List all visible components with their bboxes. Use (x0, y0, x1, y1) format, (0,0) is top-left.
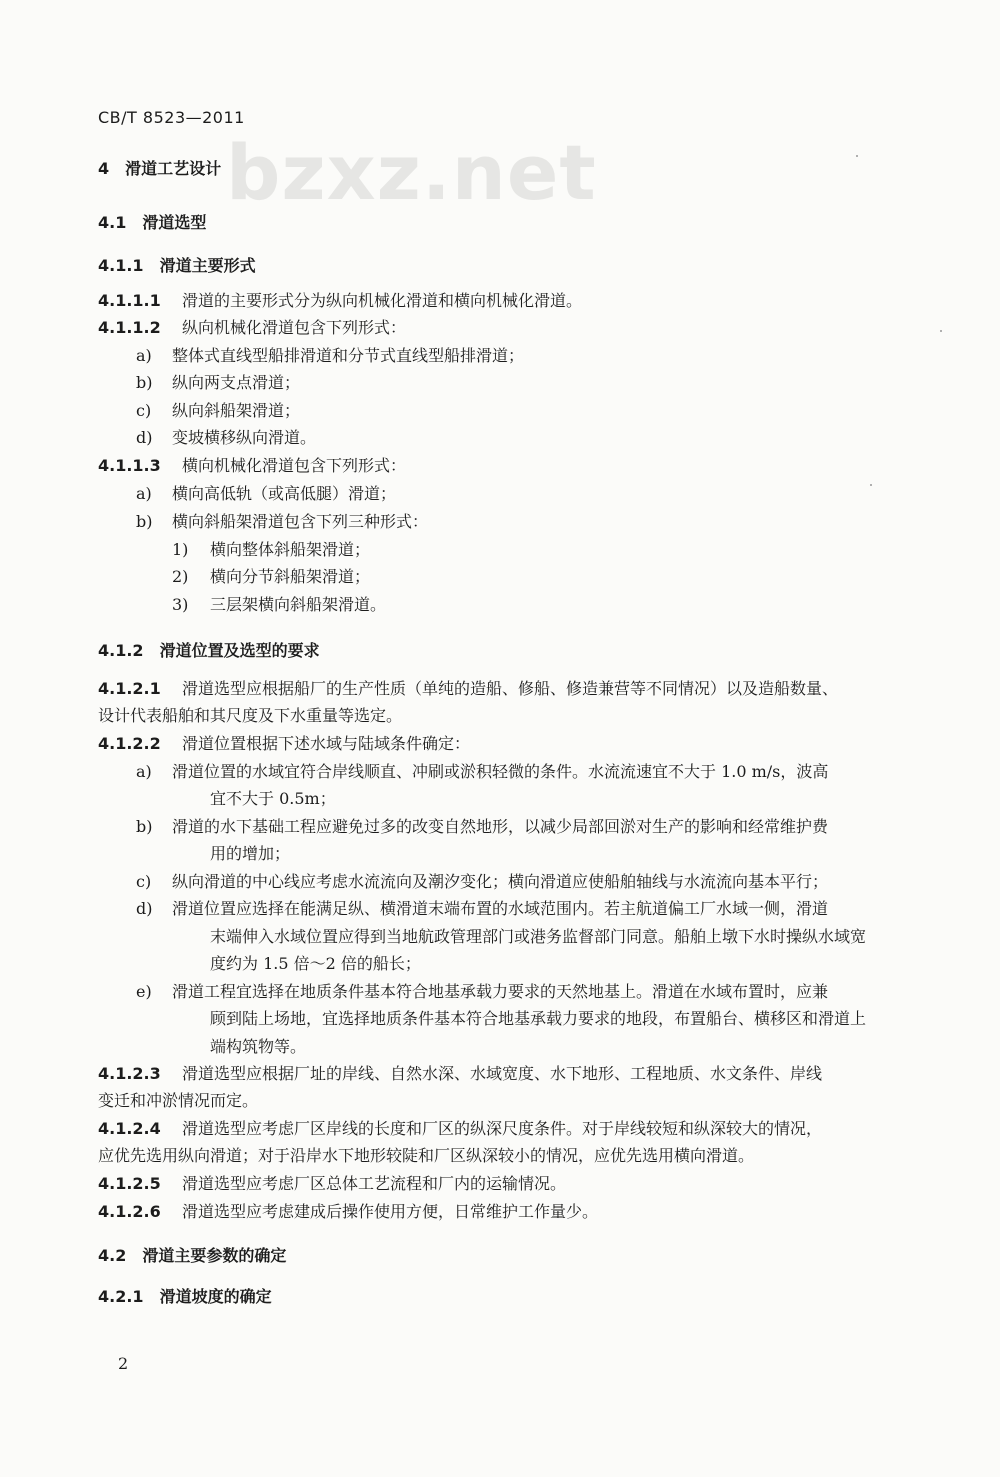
item-text: 横向斜船架滑道包含下列三种形式： (172, 512, 429, 531)
clause-4-1-2-1 (98, 678, 838, 700)
clause-number: 4.1.2.5 (98, 1174, 161, 1193)
page-number: 2 (118, 1354, 129, 1373)
clause-text: 纵向机械化滑道包含下列形式： (182, 318, 407, 337)
clause-text: 滑道位置根据下述水域与陆域条件确定： (182, 734, 471, 753)
item-marker: a) (136, 762, 152, 781)
item-continuation: 度约为 1.5 倍～2 倍的船长； (210, 954, 421, 973)
item-text: 滑道位置的水域宜符合岸线顺直、冲刷或淤积轻微的条件。水流流速宜不大于 1.0 m/s，波高 (172, 762, 829, 781)
clause-number: 4.1.2.6 (98, 1202, 161, 1221)
clause-text: 横向机械化滑道包含下列形式： (182, 456, 407, 475)
clause-continuation: 设计代表船舶和其尺度及下水重量等选定。 (98, 706, 403, 725)
item-marker: a) (136, 484, 152, 503)
clause-4-1-1-3 (98, 455, 406, 477)
list-item (136, 898, 828, 920)
list-item (136, 427, 316, 449)
heading-text: 滑道主要形式 (159, 256, 256, 275)
clause-number: 4.1.1.2 (98, 318, 161, 337)
heading-number: 4.2 (98, 1246, 127, 1265)
heading-text: 滑道坡度的确定 (159, 1287, 272, 1306)
heading-number: 4.1 (98, 213, 127, 232)
heading-text: 滑道位置及选型的要求 (159, 641, 320, 660)
watermark-logo: bzxz.net (226, 128, 597, 217)
item-continuation: 端构筑物等。 (210, 1037, 307, 1056)
item-marker: b) (136, 817, 153, 836)
item-text: 纵向两支点滑道； (172, 373, 301, 392)
item-marker: 2) (172, 567, 189, 586)
item-continuation: 末端伸入水域位置应得到当地航政管理部门或港务监督部门同意。船舶上墩下水时操纵水域宽 (210, 927, 867, 946)
item-marker: c) (136, 872, 152, 891)
scan-speck (856, 155, 858, 157)
clause-4-1-2-4 (98, 1118, 822, 1140)
heading-text: 滑道主要参数的确定 (142, 1246, 287, 1265)
item-marker: a) (136, 346, 152, 365)
heading-number: 4.1.1 (98, 256, 144, 275)
item-text: 纵向滑道的中心线应考虑水流流向及潮汐变化；横向滑道应使船舶轴线与水流流向基本平行； (172, 872, 829, 891)
clause-4-1-2-6 (98, 1201, 598, 1223)
list-item (136, 483, 396, 505)
item-text: 横向分节斜船架滑道； (210, 567, 371, 586)
item-text: 三层架横向斜船架滑道。 (210, 595, 387, 614)
item-text: 滑道位置应选择在能满足纵、横滑道末端布置的水域范围内。若主航道偏工厂水域一侧，滑道 (172, 899, 829, 918)
clause-text: 滑道选型应根据厂址的岸线、自然水深、水域宽度、水下地形、工程地质、水文条件、岸线 (182, 1064, 823, 1083)
heading-section-4 (98, 156, 221, 179)
clause-4-1-1-2 (98, 317, 406, 339)
clause-number: 4.1.2.3 (98, 1064, 161, 1083)
list-item (136, 981, 828, 1003)
clause-4-1-2-2 (98, 733, 470, 755)
item-marker: b) (136, 512, 153, 531)
clause-text: 滑道选型应根据船厂的生产性质（单纯的造船、修船、修造兼营等不同情况）以及造船数量、 (182, 679, 839, 698)
heading-section-4-1-2 (98, 638, 320, 661)
clause-text: 滑道选型应考虑厂区总体工艺流程和厂内的运输情况。 (182, 1174, 567, 1193)
heading-section-4-1 (98, 210, 206, 233)
item-text: 横向高低轨（或高低腿）滑道； (172, 484, 397, 503)
list-item (136, 400, 300, 422)
heading-text: 滑道选型 (142, 213, 207, 232)
clause-number: 4.1.1.3 (98, 456, 161, 475)
document-id: CB/T 8523—2011 (98, 108, 245, 127)
item-marker: b) (136, 373, 153, 392)
heading-number: 4.2.1 (98, 1287, 144, 1306)
item-marker: e) (136, 982, 152, 1001)
item-continuation: 顾到陆上场地，宜选择地质条件基本符合地基承载力要求的地段，布置船台、横移区和滑道上 (210, 1009, 867, 1028)
item-marker: d) (136, 899, 153, 918)
clause-4-1-2-5 (98, 1173, 566, 1195)
item-text: 纵向斜船架滑道； (172, 401, 301, 420)
item-text: 变坡横移纵向滑道。 (172, 428, 317, 447)
sub-list-item (172, 594, 386, 616)
sub-list-item (172, 539, 370, 561)
item-marker: 1) (172, 540, 189, 559)
clause-text: 滑道选型应考虑建成后操作使用方便，日常维护工作量少。 (182, 1202, 599, 1221)
clause-text: 滑道的主要形式分为纵向机械化滑道和横向机械化滑道。 (182, 291, 583, 310)
heading-section-4-2-1 (98, 1284, 272, 1307)
item-marker: 3) (172, 595, 189, 614)
heading-number: 4 (98, 159, 110, 178)
clause-number: 4.1.2.1 (98, 679, 161, 698)
clause-continuation: 应优先选用纵向滑道；对于沿岸水下地形较陡和厂区纵深较小的情况，应优先选用横向滑道。 (98, 1146, 755, 1165)
sub-list-item (172, 566, 370, 588)
list-item (136, 372, 300, 394)
heading-section-4-1-1 (98, 253, 256, 276)
heading-text: 滑道工艺设计 (125, 159, 222, 178)
clause-number: 4.1.1.1 (98, 291, 161, 310)
list-item (136, 871, 828, 893)
list-item (136, 511, 428, 533)
heading-section-4-2 (98, 1243, 286, 1266)
list-item (136, 761, 828, 783)
clause-text: 滑道选型应考虑厂区岸线的长度和厂区的纵深尺度条件。对于岸线较短和纵深较大的情况， (182, 1119, 823, 1138)
scan-speck (870, 484, 872, 486)
heading-number: 4.1.2 (98, 641, 144, 660)
item-marker: d) (136, 428, 153, 447)
item-continuation: 用的增加； (210, 844, 291, 863)
clause-4-1-2-3 (98, 1063, 822, 1085)
clause-4-1-1-1 (98, 290, 582, 312)
item-text: 整体式直线型船排滑道和分节式直线型船排滑道； (172, 346, 525, 365)
item-text: 滑道工程宜选择在地质条件基本符合地基承载力要求的天然地基上。滑道在水域布置时，应兼 (172, 982, 829, 1001)
clause-continuation: 变迁和冲淤情况而定。 (98, 1091, 259, 1110)
item-continuation: 宜不大于 0.5m； (210, 789, 336, 808)
list-item (136, 345, 524, 367)
clause-number: 4.1.2.2 (98, 734, 161, 753)
list-item (136, 816, 828, 838)
item-text: 滑道的水下基础工程应避免过多的改变自然地形，以减少局部回淤对生产的影响和经常维护费 (172, 817, 829, 836)
clause-number: 4.1.2.4 (98, 1119, 161, 1138)
item-text: 横向整体斜船架滑道； (210, 540, 371, 559)
scan-speck (940, 330, 942, 332)
item-marker: c) (136, 401, 152, 420)
